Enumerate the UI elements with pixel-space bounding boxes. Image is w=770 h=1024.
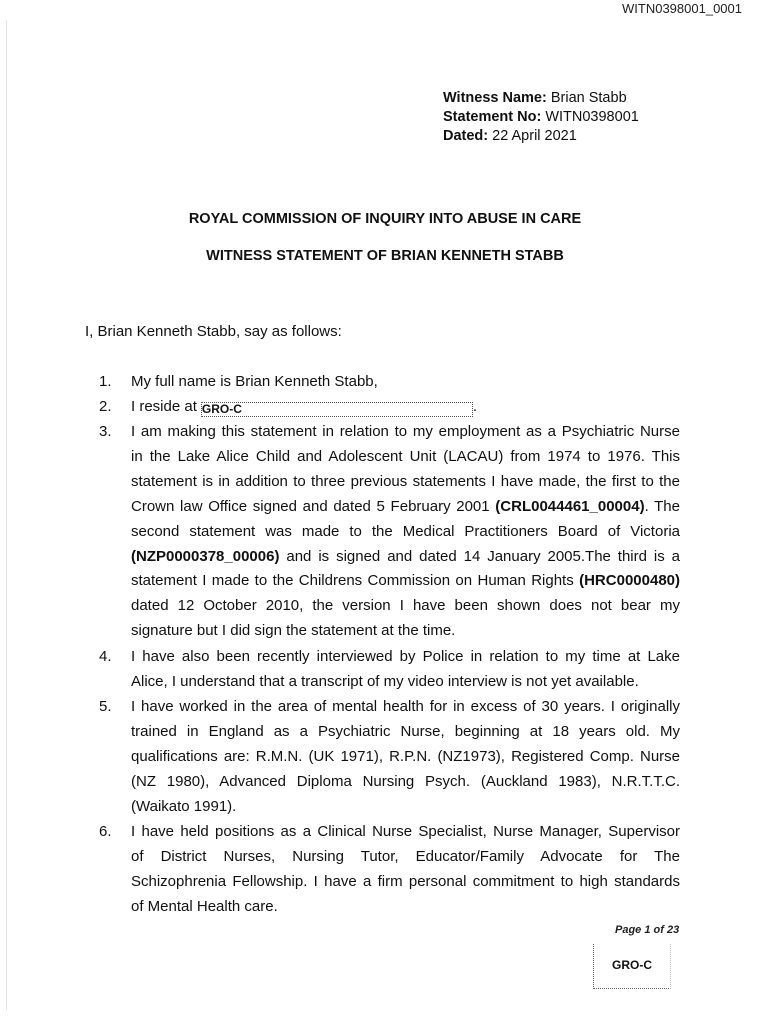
line-text: Crown law Office signed and dated 5 February 2001 <box>131 497 496 515</box>
statement-no-row <box>443 108 639 127</box>
paragraph-4 <box>85 645 680 695</box>
paragraph-line: I have worked in the area of mental health for in excess of 30 years. I originally <box>131 698 680 715</box>
paragraph-line: trained in England as a Psychiatric Nurse, beginning at 18 years old. My <box>131 722 680 740</box>
paragraph-line: I have also been recently interviewed by Police in relation to my time at Lake <box>131 648 680 665</box>
paragraph-line: in the Lake Alice Child and Adolescent Unit (LACAU) from 1974 to 1976. This <box>131 447 680 465</box>
page-of: of <box>650 924 667 936</box>
paragraph-5 <box>85 695 680 820</box>
paragraph-number: 4. <box>99 648 112 665</box>
paragraph-2 <box>85 395 680 420</box>
redaction-label: GRO-C <box>612 958 652 972</box>
paragraph-line: dated 12 October 2010, the version I have been shown does not bear my <box>131 597 680 615</box>
page-label: Page <box>615 924 645 936</box>
intro-line: I, Brian Kenneth Stabb, say as follows: <box>85 323 342 340</box>
paragraph-line <box>131 495 680 520</box>
document-reference: (HRC0000480) <box>579 572 680 590</box>
paragraph-line: of District Nurses, Nursing Tutor, Educator/Family Advocate for The <box>131 847 680 865</box>
statement-title: WITNESS STATEMENT OF BRIAN KENNETH STABB <box>206 248 564 264</box>
witness-name-value: Brian Stabb <box>546 90 627 106</box>
paragraph-line: signature but I did sign the statement at the time. <box>131 622 456 640</box>
line-text: statement I made to the Childrens Commission on Human Rights <box>131 572 580 590</box>
line-text: and is signed and dated 14 January 2005.The third is a <box>279 547 680 565</box>
paragraph-line: Alice, I understand that a transcript of my video interview is not yet available. <box>131 672 639 690</box>
paragraph-3 <box>85 420 680 644</box>
statement-no-value: WITN0398001 <box>541 109 639 125</box>
document-reference: (CRL0044461_00004) <box>495 497 645 515</box>
paragraph-line: of Mental Health care. <box>131 897 278 915</box>
paragraph-line: (NZ 1980), Advanced Diploma Nursing Psych. (Auckland 1983), N.R.T.T.C. <box>131 772 680 790</box>
paragraph-number: 1. <box>99 373 112 390</box>
paragraph-line: qualifications are: R.M.N. (UK 1971), R.P.N. (NZ1973), Registered Comp. Nurse <box>131 747 680 765</box>
paragraph-line <box>131 569 680 594</box>
commission-title: ROYAL COMMISSION OF INQUIRY INTO ABUSE IN CARE <box>188 211 582 227</box>
dated-label: Dated: <box>443 128 489 144</box>
witness-name-row <box>443 89 639 108</box>
page-total: 23 <box>666 924 680 936</box>
paragraph-line: I have held positions as a Clinical Nurse Specialist, Nurse Manager, Supervisor <box>131 823 680 840</box>
paragraph-line: Schizophrenia Fellowship. I have a firm personal commitment to high standards <box>131 872 680 890</box>
document-reference: (NZP0000378_00006) <box>131 547 280 565</box>
page-number <box>615 924 679 936</box>
redaction-signature-box <box>593 944 671 989</box>
paragraph-number: 3. <box>99 423 112 440</box>
paragraph-number: 5. <box>99 698 112 715</box>
document-id: WITN0398001_0001 <box>622 1 742 16</box>
witness-details <box>443 89 639 146</box>
paragraph-text-end: . <box>472 398 478 415</box>
statement-no-label: Statement No: <box>443 109 542 125</box>
dated-value: 22 April 2021 <box>488 128 577 144</box>
paragraph-1 <box>85 370 680 395</box>
paragraph-text: My full name is Brian Kenneth Stabb, <box>131 373 378 390</box>
paragraph-number: 2. <box>99 398 112 415</box>
paragraph-line: I am making this statement in relation to my employment as a Psychiatric Nurse <box>131 423 680 440</box>
dated-row <box>443 127 639 146</box>
paragraph-line: second statement was made to the Medical Practitioners Board of Victoria <box>131 522 680 540</box>
redaction-box: GRO-C <box>201 402 473 417</box>
paragraph-text: I reside at <box>131 398 197 415</box>
page-current: 1 <box>644 924 651 936</box>
paragraph-number: 6. <box>99 823 112 840</box>
paragraph-line: statement is in addition to three previous statements I have made, the first to the <box>131 472 680 490</box>
scan-edge-line <box>6 20 7 1010</box>
paragraph-line <box>131 545 680 570</box>
witness-name-label: Witness Name: <box>443 90 547 106</box>
paragraph-6 <box>85 820 680 920</box>
paragraph-line: (Waikato 1991). <box>131 797 237 815</box>
line-text: . The <box>644 497 680 515</box>
